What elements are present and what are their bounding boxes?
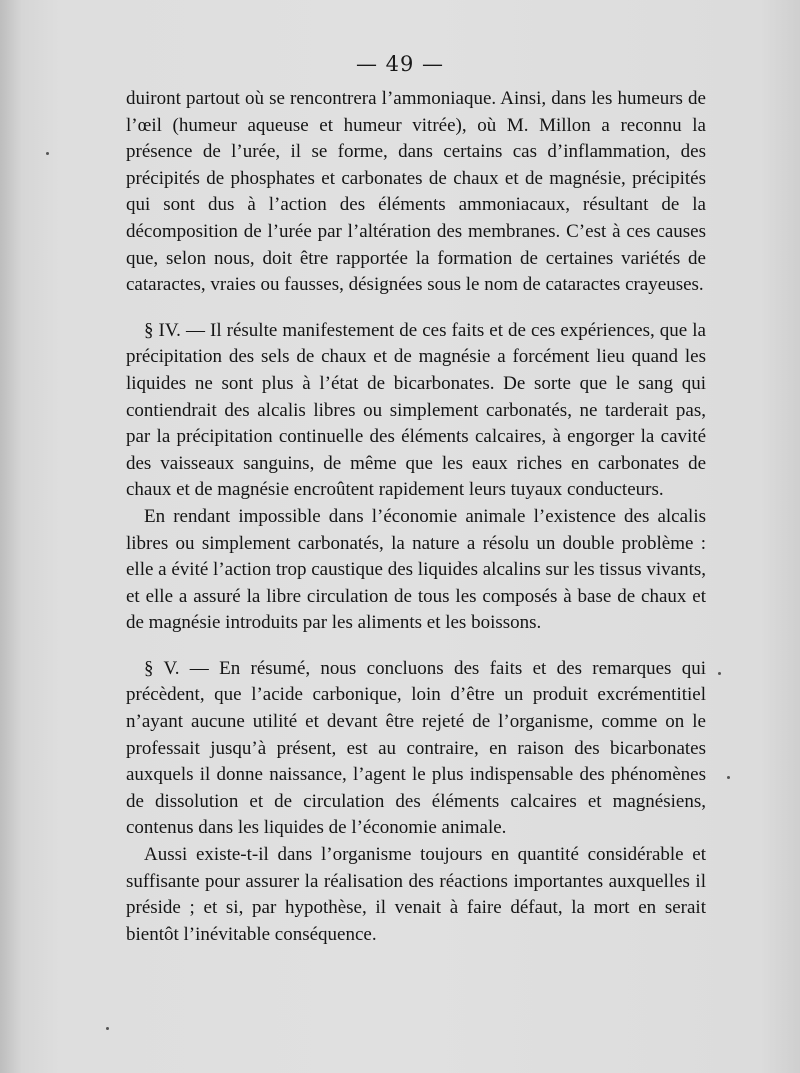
paragraph-section-v: § V. — En résumé, nous concluons des faits et des remarques qui précèdent, que l’acide carbonique, loin d’être un produit excrémentitiel n’ayant aucune utilité et devant être rejeté de l’organisme, comme on le professait jusqu’à présent, est au contraire, en raison des bicarbonates auxquels il donne naissance, l’agent le plus indispensable des phénomènes de dissolution et de circulation des éléments calcaires et magnésiens, contenus dans les liquides de l’économie animale. — [126, 657, 706, 839]
page-body — [126, 86, 706, 948]
paragraph-section-iv: § IV. — Il résulte manifestement de ces faits et de ces expériences, que la précipitation des sels de chaux et de magnésie a forcément lieu quand les liquides ne sont plus à l’état de bicarbonates. De sorte que le sang qui contiendrait des alcalis libres ou simplement carbonatés, ne tarderait pas, par la précipitation continuelle des éléments calcaires, à engorger la cavité des vaisseaux sanguins, de même que les eaux riches en carbonates de chaux et de magnésie encroûtent rapidement leurs tuyaux conducteurs. — [126, 319, 706, 501]
print-speck — [106, 1027, 109, 1030]
print-speck — [46, 152, 49, 155]
paragraph-conclusion: Aussi existe-t-il dans l’organisme toujours en quantité considérable et suffisante pour assurer la réalisation des réactions importantes auxquelles il préside ; et si, par hypothèse, il venait à faire défaut, la mort en serait bientôt l’inévitable conséquence. — [126, 844, 706, 945]
paragraph-double-problem: En rendant impossible dans l’économie animale l’existence des alcalis libres ou simplement carbonatés, la nature a résolu un double problème : elle a évité l’action trop caustique des liquides alcalins sur les tissus vivants, et elle a assuré la libre circulation de tous les composés à base de chaux et de magnésie introduits par les aliments et les boissons. — [126, 505, 706, 634]
paragraph-continuation: duiront partout où se rencontrera l’ammoniaque. Ainsi, dans les humeurs de l’œil (humeur aqueuse et humeur vitrée), où M. Millon a reconnu la présence de l’urée, il se forme, dans certains cas d’inflammation, des précipités de phosphates et carbonates de chaux et de magnésie, précipités qui sont dus à l’action des éléments ammoniacaux, résultant de la décomposition de l’urée par l’altération des membranes. C’est à ces causes que, selon nous, doit être rapportée la formation de certaines variétés de cataractes, vraies ou fausses, désignées sous le nom de cataractes crayeuses. — [126, 88, 706, 296]
print-speck — [718, 672, 721, 675]
page-number: — 49 — — [355, 52, 445, 76]
print-speck — [727, 776, 730, 779]
